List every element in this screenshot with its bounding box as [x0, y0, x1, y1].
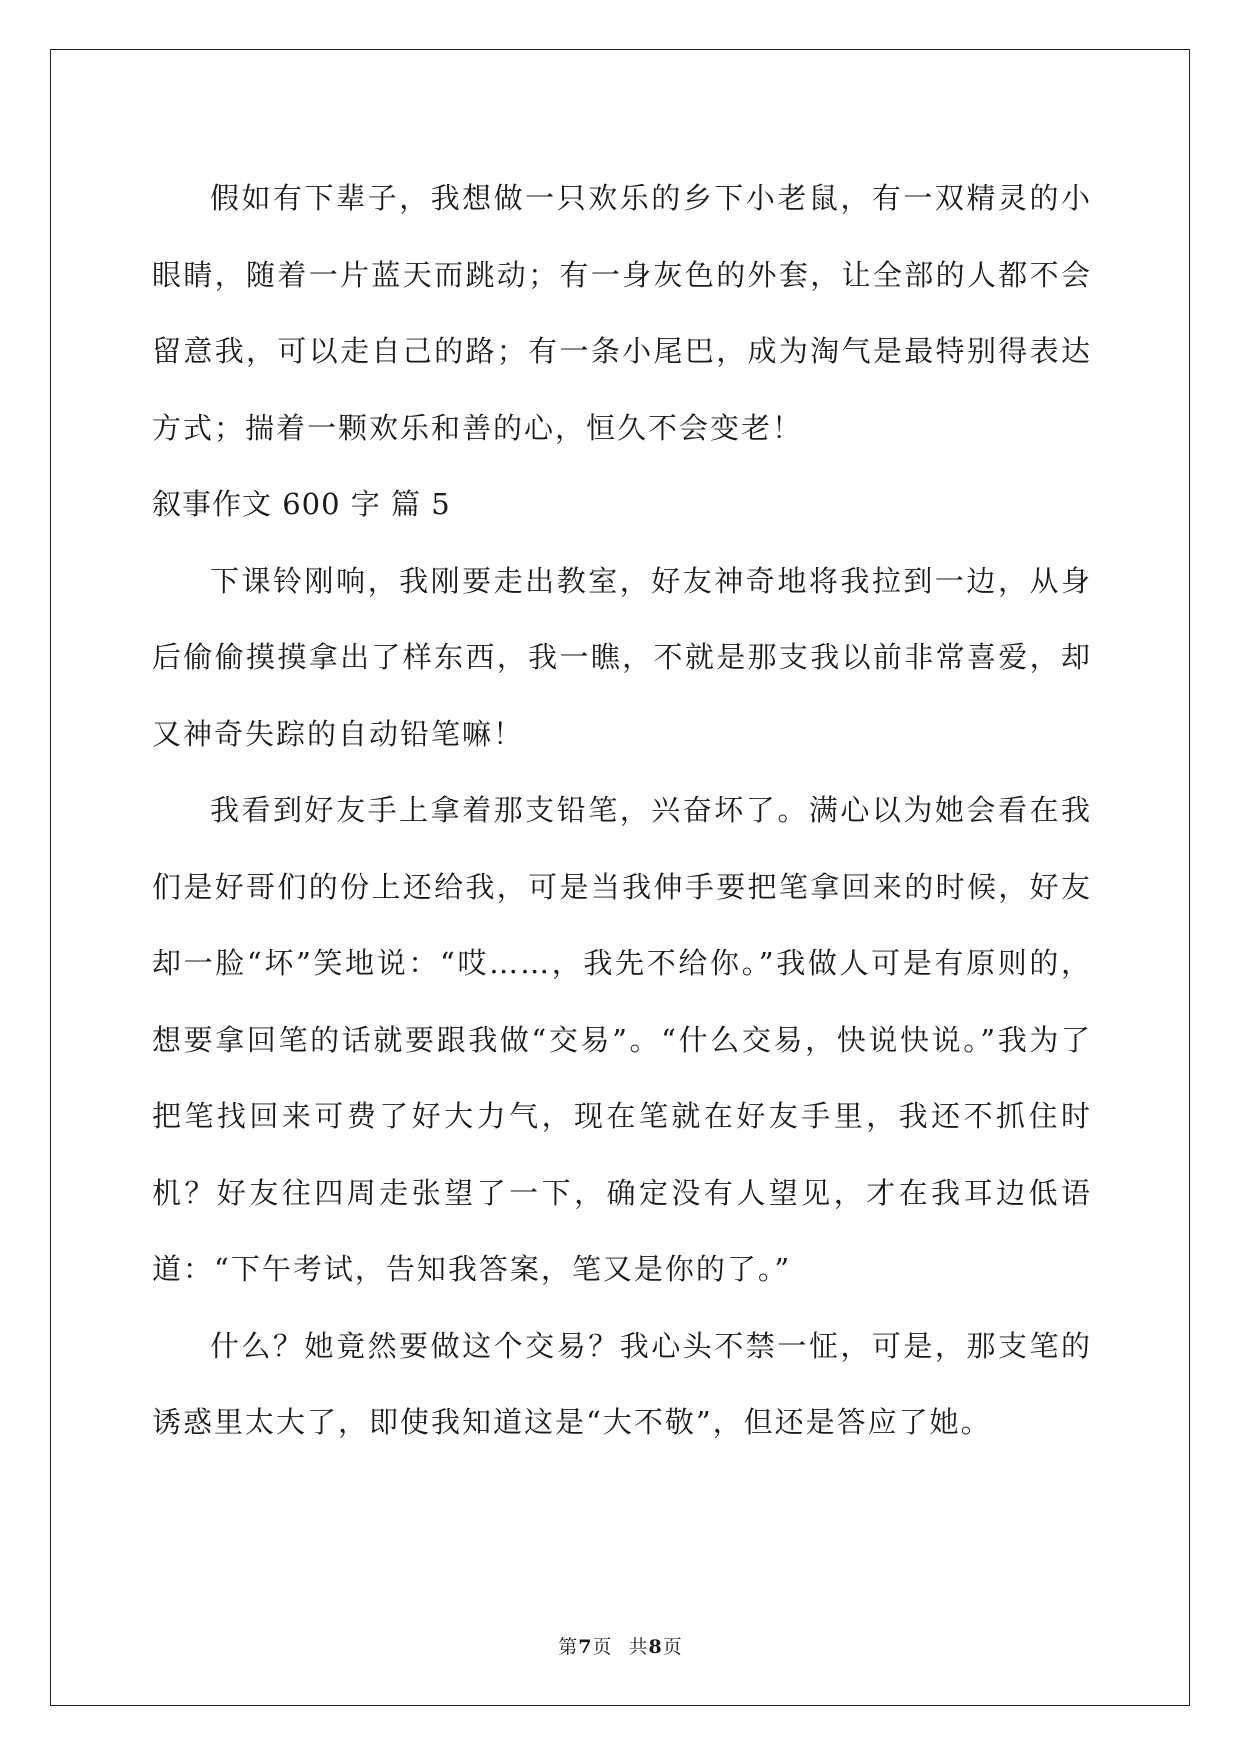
page-total: 8: [648, 1636, 663, 1658]
paragraph: 下课铃刚响，我刚要走出教室，好友神奇地将我拉到一边，从身后偷偷摸摸拿出了样东西，我一瞧，不就是那支我以前非常喜爱，却又神奇失踪的自动铅笔嘛！: [152, 563, 1092, 751]
document-body: [152, 160, 1092, 1461]
page-prefix: 第: [558, 1636, 579, 1658]
total-suffix: 页: [662, 1636, 683, 1658]
paragraph: 什么？她竟然要做这个交易？我心头不禁一怔，可是，那支笔的诱惑里太大了，即使我知道这是“大不敬”，但还是答应了她。: [152, 1328, 1092, 1439]
paragraph: 假如有下辈子，我想做一只欢乐的乡下小老鼠，有一双精灵的小眼睛，随着一片蓝天而跳动；有一身灰色的外套，让全部的人都不会留意我，可以走自己的路；有一条小尾巴，成为淘气是最特别得表达方式；揣着一颗欢乐和善的心，恒久不会变老！: [152, 181, 1092, 445]
section-heading: 叙事作文 600 字 篇 5: [152, 487, 451, 521]
page-footer: [0, 1632, 1241, 1659]
page-current: 7: [578, 1636, 593, 1658]
total-prefix: 共: [628, 1636, 649, 1658]
paragraph: 我看到好友手上拿着那支铅笔，兴奋坏了。满心以为她会看在我们是好哥们的份上还给我，可是当我伸手要把笔拿回来的时候，好友却一脸“坏”笑地说：“哎……，我先不给你。”我做人可是有原则的，想要拿回笔的话就要跟我做“交易”。“什么交易，快说快说。”我为了把笔找回来可费了好大力气，现在笔就在好友手里，我还不抓住时机？好友往四周走张望了一下，确定没有人望见，才在我耳边低语道：“下午考试，告知我答案，笔又是你的了。”: [152, 793, 1092, 1286]
page-suffix: 页: [592, 1636, 613, 1658]
